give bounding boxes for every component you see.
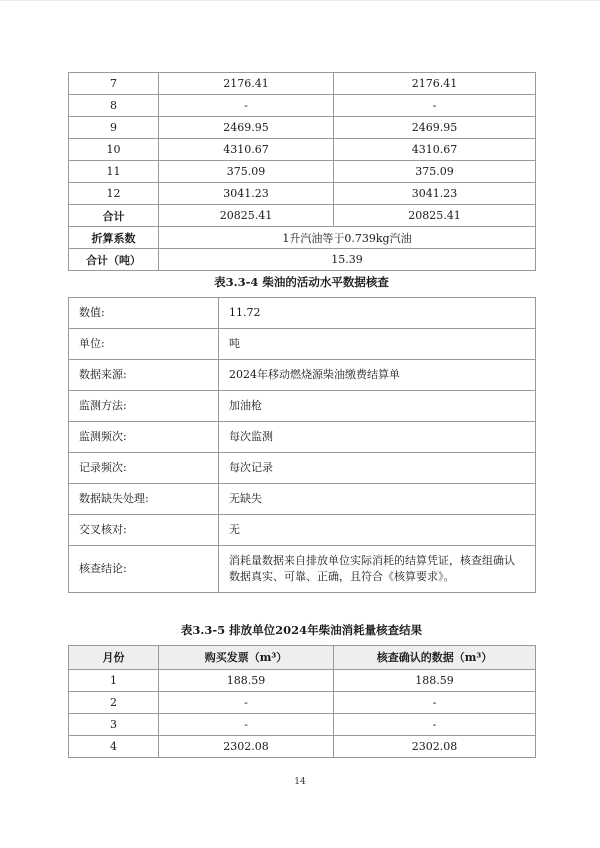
invoice-column-header: 购买发票（m³）	[159, 645, 334, 669]
field-label: 交叉核对:	[69, 515, 219, 546]
table-row	[69, 484, 536, 515]
table-row	[69, 95, 536, 117]
table-row	[69, 161, 536, 183]
total-tons-value: 15.39	[159, 249, 536, 271]
total-tons-row	[69, 249, 536, 271]
table-row	[69, 713, 536, 735]
field-label: 数值:	[69, 298, 219, 329]
field-label: 监测频次:	[69, 422, 219, 453]
invoice-cell: 3041.23	[159, 183, 334, 205]
invoice-cell: -	[159, 713, 334, 735]
invoice-cell: 188.59	[159, 669, 334, 691]
page-top-divider	[0, 0, 600, 1]
invoice-cell: -	[159, 95, 334, 117]
invoice-cell: 4310.67	[159, 139, 334, 161]
field-value: 11.72	[219, 298, 536, 329]
verified-column-header: 核查确认的数据（m³）	[334, 645, 536, 669]
table-row	[69, 735, 536, 757]
table-row	[69, 183, 536, 205]
table-row	[69, 669, 536, 691]
conversion-factor-row	[69, 227, 536, 249]
field-value: 无缺失	[219, 484, 536, 515]
month-cell: 3	[69, 713, 159, 735]
month-cell: 8	[69, 95, 159, 117]
table-row	[69, 139, 536, 161]
month-cell: 4	[69, 735, 159, 757]
month-cell: 1	[69, 669, 159, 691]
field-label: 数据来源:	[69, 360, 219, 391]
fuel-consumption-continuation-table	[68, 72, 536, 271]
field-value: 加油枪	[219, 391, 536, 422]
table-row	[69, 329, 536, 360]
table-row	[69, 391, 536, 422]
invoice-cell: -	[159, 691, 334, 713]
verified-cell: 3041.23	[334, 183, 536, 205]
table-row	[69, 360, 536, 391]
field-label: 核查结论:	[69, 546, 219, 593]
month-column-header: 月份	[69, 645, 159, 669]
diesel-activity-data-table	[68, 297, 536, 593]
month-cell: 9	[69, 117, 159, 139]
total-row	[69, 205, 536, 227]
field-value: 每次监测	[219, 422, 536, 453]
field-label: 数据缺失处理:	[69, 484, 219, 515]
field-value: 消耗量数据来自排放单位实际消耗的结算凭证，核查组确认数据真实、可靠、正确，且符合《核算要求》。	[219, 546, 536, 593]
table-row	[69, 453, 536, 484]
field-value: 吨	[219, 329, 536, 360]
verified-cell: 375.09	[334, 161, 536, 183]
verified-cell: -	[334, 95, 536, 117]
field-label: 监测方法:	[69, 391, 219, 422]
verified-cell: 2469.95	[334, 117, 536, 139]
month-cell: 11	[69, 161, 159, 183]
invoice-cell: 375.09	[159, 161, 334, 183]
table-row	[69, 515, 536, 546]
verified-total-cell: 20825.41	[334, 205, 536, 227]
verified-cell: 4310.67	[334, 139, 536, 161]
conclusion-row	[69, 546, 536, 593]
conversion-factor-value: 1升汽油等于0.739kg汽油	[159, 227, 536, 249]
total-tons-label: 合计（吨）	[69, 249, 159, 271]
table-row	[69, 298, 536, 329]
table-row	[69, 691, 536, 713]
invoice-total-cell: 20825.41	[159, 205, 334, 227]
field-value: 无	[219, 515, 536, 546]
invoice-cell: 2469.95	[159, 117, 334, 139]
header-row	[69, 645, 536, 669]
month-cell: 7	[69, 73, 159, 95]
month-cell: 2	[69, 691, 159, 713]
table-3-3-5-caption: 表3.3-5 排放单位2024年柴油消耗量核查结果	[180, 622, 423, 637]
verified-cell: -	[334, 713, 536, 735]
month-cell: 12	[69, 183, 159, 205]
diesel-consumption-verification-table	[68, 645, 536, 758]
verified-cell: -	[334, 691, 536, 713]
verified-cell: 188.59	[334, 669, 536, 691]
invoice-cell: 2302.08	[159, 735, 334, 757]
verified-cell: 2176.41	[334, 73, 536, 95]
field-label: 记录频次:	[69, 453, 219, 484]
conversion-factor-label: 折算系数	[69, 227, 159, 249]
month-cell: 10	[69, 139, 159, 161]
field-value: 每次记录	[219, 453, 536, 484]
table-3-3-4-caption: 表3.3-4 柴油的活动水平数据核查	[214, 275, 389, 289]
verified-cell: 2302.08	[334, 735, 536, 757]
table-row	[69, 117, 536, 139]
field-label: 单位:	[69, 329, 219, 360]
table-row	[69, 422, 536, 453]
page-number: 14	[294, 777, 306, 787]
field-value: 2024年移动燃烧源柴油缴费结算单	[219, 360, 536, 391]
table-row	[69, 73, 536, 95]
total-label: 合计	[69, 205, 159, 227]
invoice-cell: 2176.41	[159, 73, 334, 95]
